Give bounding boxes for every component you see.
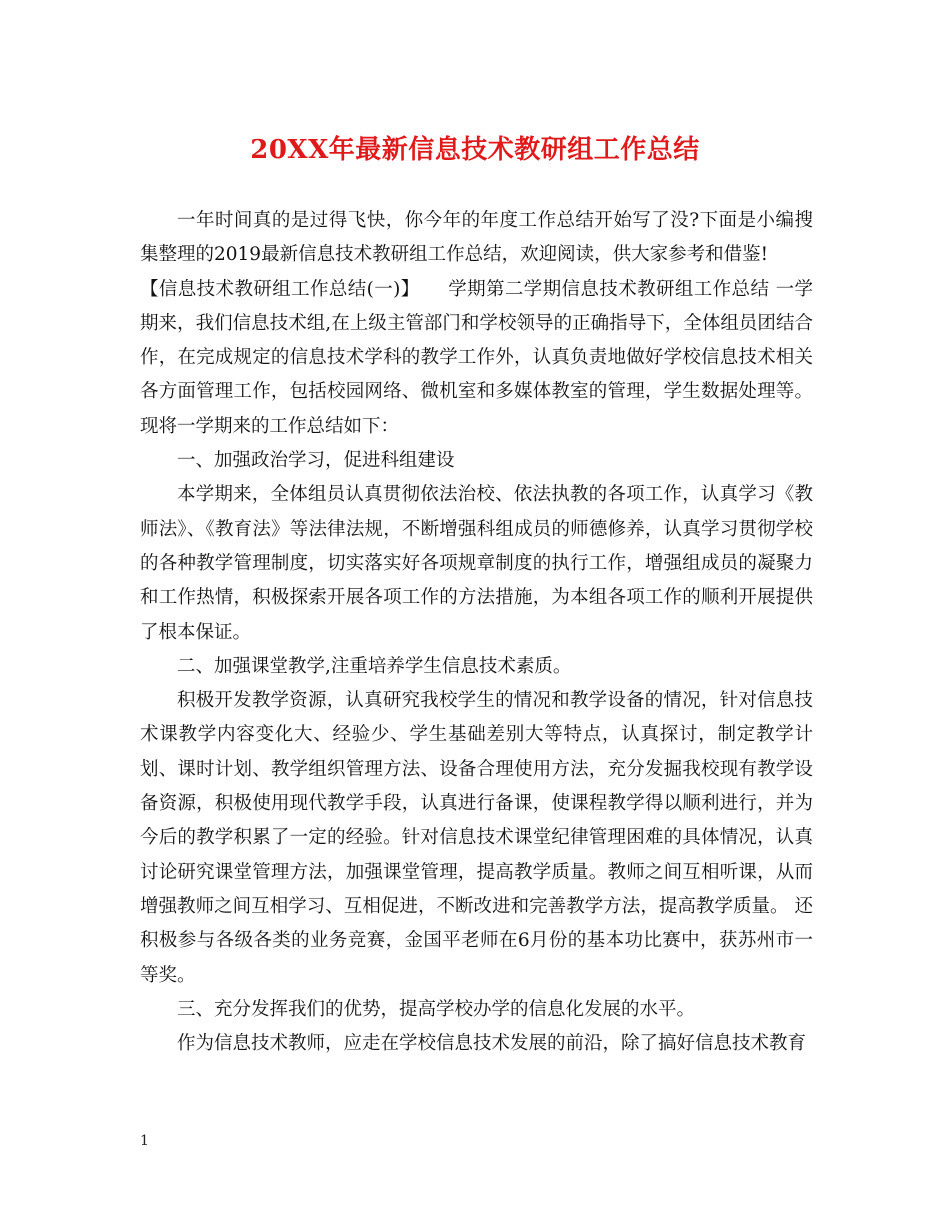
paragraph-classroom: 积极开发教学资源，认真研究我校学生的情况和教学设备的情况，针对信息技术课教学内容变化大、经验少、学生基础差别大等特点，认真探讨，制定教学计划、课时计划、教学组织管理方法、设备合理使用方法，充分发掘我校现有教学设备资源，积极使用现代教学手段，认真进行备课，使课程教学得以顺利进行，并为今后的教学积累了一定的经验。针对信息技术课堂纪律管理困难的具体情况，认真讨论研究课堂管理方法，加强课堂管理，提高教学质量。教师之间互相听课，从而增强教师之间互相学习、互相促进，不断改进和完善教学方法，提高教学质量。 还积极参与各级各类的业务竞赛，金国平老师在6月份的基本功比赛中，获苏州市一等奖。 (140, 690, 813, 986)
section-heading-classroom: 二、加强课堂教学,注重培养学生信息技术素质。 (177, 655, 572, 677)
page-number: 1 (140, 1133, 149, 1149)
document-body (140, 204, 813, 1061)
paragraph-summary-one: 【信息技术教研组工作总结(一)】 学期第二学期信息技术教研组工作总结 一学期来，我们信息技术组,在上级主管部门和学校领导的正确指导下，全体组员团结合作，在完成规定的信息技术学科的教学工作外，认真负责地做好学校信息技术相关各方面管理工作，包括校园网络、微机室和多媒体教室的管理，学生数据处理等。 现将一学期来的工作总结如下： (140, 278, 813, 437)
paragraph-politics: 本学期来，全体组员认真贯彻依法治校、依法执教的各项工作，认真学习《教师法》、《教育法》等法律法规，不断增强科组成员的师德修养，认真学习贯彻学校的各种教学管理制度，切实落实好各项规章制度的执行工作，增强组成员的凝聚力和工作热情，积极探索开展各项工作的方法措施，为本组各项工作的顺利开展提供了根本保证。 (140, 484, 813, 643)
paragraph-intro: 一年时间真的是过得飞快，你今年的年度工作总结开始写了没?下面是小编搜集整理的2019最新信息技术教研组工作总结，欢迎阅读，供大家参考和借鉴! (140, 210, 813, 266)
section-heading-advantages: 三、充分发挥我们的优势，提高学校办学的信息化发展的水平。 (177, 998, 696, 1020)
document-title: 20XX年最新信息技术教研组工作总结 (250, 135, 700, 165)
section-heading-politics: 一、加强政治学习，促进科组建设 (177, 450, 455, 472)
paragraph-advantages: 作为信息技术教师，应走在学校信息技术发展的前沿，除了搞好信息技术教育 (177, 1033, 807, 1055)
